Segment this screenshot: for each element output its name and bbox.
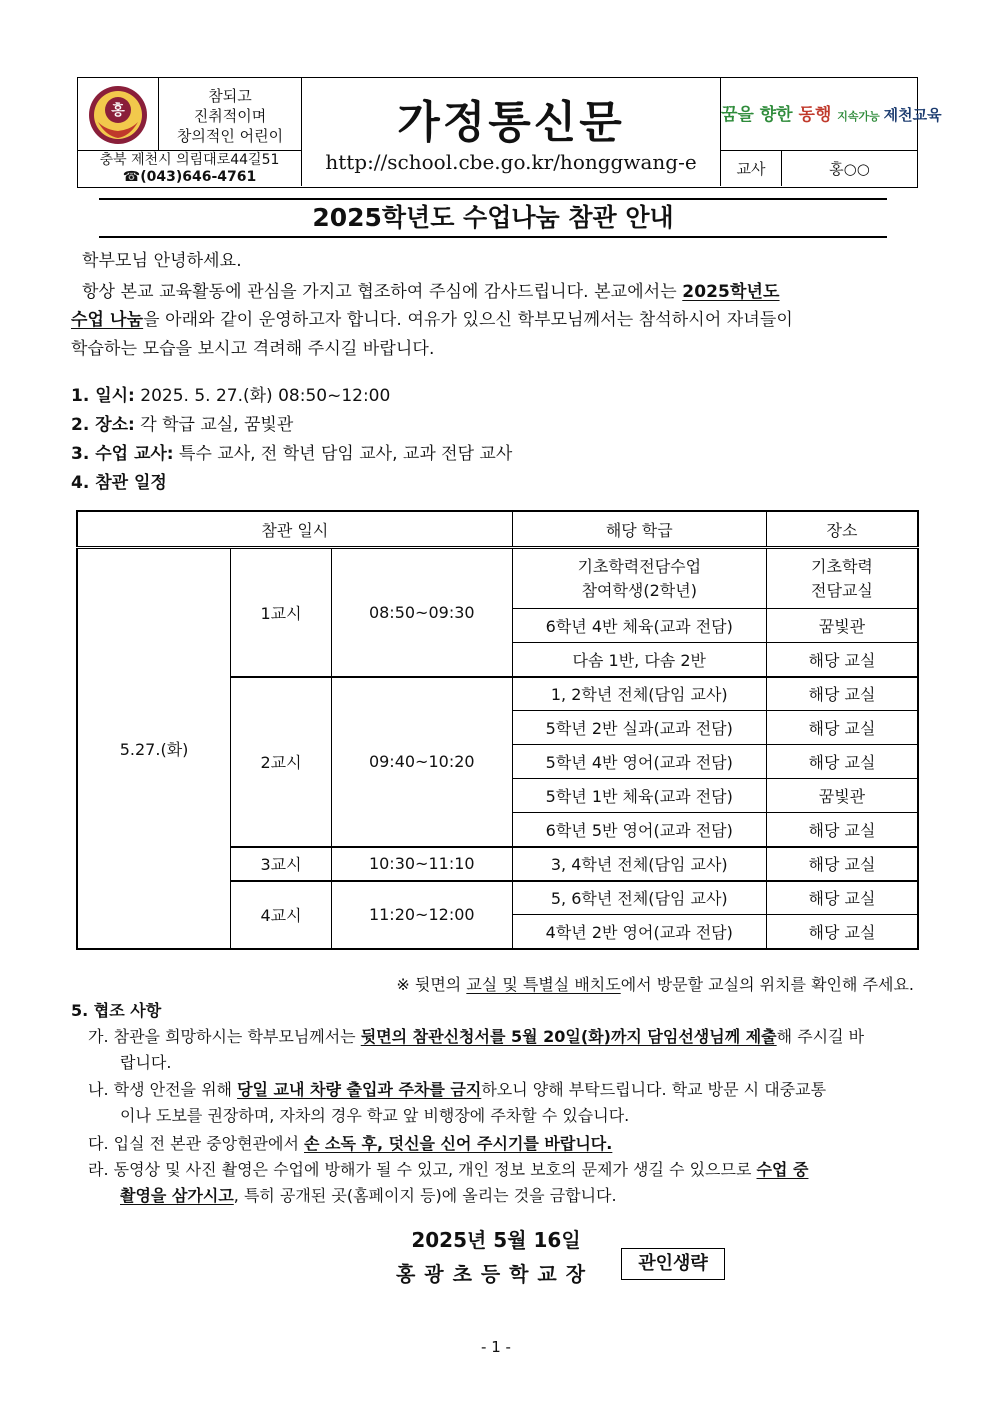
coop-item-na [88, 1077, 920, 1129]
title-rule-bottom [99, 236, 887, 238]
intro-line-3: 학습하는 모습을 보시고 격려해 주시길 바랍니다. [71, 339, 435, 359]
info-value: 각 학급 교실, 꿈빛관 [134, 415, 294, 435]
coop-text: 가. 참관을 희망하시는 학부모님께서는 [88, 1027, 361, 1046]
class-cell: 5학년 1반 체육(교과 전담) [512, 779, 766, 813]
class-cell: 3, 4학년 전체(담임 교사) [512, 847, 766, 881]
place-cell: 해당 교실 [766, 847, 918, 881]
info-value: 2025. 5. 27.(화) 08:50~12:00 [134, 386, 391, 406]
time-cell: 10:30~11:10 [331, 847, 512, 881]
coop-text: 해 주시길 바 [776, 1027, 865, 1046]
table-note [396, 972, 914, 995]
intro-line-1 [82, 277, 780, 308]
column-header: 참관 일시 [77, 511, 512, 548]
class-cell: 6학년 5반 영어(교과 전담) [512, 813, 766, 847]
logo-mark: 홍 [111, 103, 125, 119]
school-address [78, 152, 301, 186]
intro-emphasis: 수업 나눔 [71, 310, 144, 330]
info-label: 3. 수업 교사: [71, 444, 174, 464]
place-cell: 해당 교실 [766, 677, 918, 711]
table-row [77, 548, 918, 609]
coop-emphasis: 당일 교내 차량 출입과 주차를 금지 [237, 1080, 482, 1099]
class-text: 참여학생(2학년) [581, 580, 697, 600]
intro-line-2 [71, 305, 793, 336]
note-text: ※ 뒷면의 [396, 975, 467, 994]
coop-text: 다. 입실 전 본관 중앙현관에서 [88, 1134, 304, 1153]
teacher-name: 홍○○ [829, 160, 870, 178]
document-title: 2025학년도 수업나눔 참관 안내 [312, 203, 674, 232]
place-cell: 해당 교실 [766, 881, 918, 915]
coop-emphasis: 수업 중 [756, 1160, 809, 1179]
class-cell: 1, 2학년 전체(담임 교사) [512, 677, 766, 711]
intro-emphasis: 2025학년도 [682, 282, 780, 302]
class-cell: 5학년 2반 실과(교과 전담) [512, 711, 766, 745]
note-text: 에서 방문할 교실의 위치를 확인해 주세요. [620, 975, 914, 994]
note-emphasis: 교실 및 특별실 배치도 [466, 975, 621, 994]
coop-text: 랍니다. [120, 1053, 172, 1072]
newsletter-title: 가정통신문 [397, 97, 625, 148]
coop-emphasis: 뒷면의 참관신청서를 5월 20일(화)까지 담임선생님께 제출 [360, 1027, 777, 1046]
coop-item-da [88, 1131, 920, 1157]
coop-text: 나. 학생 안전을 위해 [88, 1080, 238, 1099]
time-cell: 08:50~09:30 [331, 548, 512, 677]
period-cell: 1교시 [231, 548, 332, 677]
period-cell: 3교시 [231, 847, 332, 881]
coop-text: , 특히 공개된 곳(홈페이지 등)에 올리는 것을 금합니다. [233, 1186, 617, 1205]
place-cell: 해당 교실 [766, 915, 918, 949]
coop-heading: 5. 협조 사항 [71, 1001, 162, 1020]
coop-text: 라. 동영상 및 사진 촬영은 수업에 방해가 될 수 있고, 개인 정보 보호의 문제가 생길 수 있으므로 [88, 1160, 757, 1179]
column-header: 장소 [766, 511, 918, 548]
info-list [71, 382, 512, 498]
coop-item-ga [88, 1024, 920, 1076]
info-label: 4. 참관 일정 [71, 473, 167, 493]
slogan-part: 꿈을 향한 [721, 105, 799, 125]
principal-name: 홍 광 초 등 학 교 장 [396, 1262, 587, 1286]
date-cell: 5.27.(화) [77, 548, 231, 949]
divider [78, 150, 301, 151]
class-cell [512, 548, 766, 609]
greeting: 학부모님 안녕하세요. [82, 251, 242, 271]
place-cell: 해당 교실 [766, 813, 918, 847]
class-cell: 6학년 4반 체육(교과 전담) [512, 609, 766, 643]
info-item [71, 382, 512, 411]
class-cell: 다솜 1반, 다솜 2반 [512, 643, 766, 677]
info-value: 특수 교사, 전 학년 담임 교사, 교과 전담 교사 [173, 444, 513, 464]
place-cell: 해당 교실 [766, 745, 918, 779]
coop-text: 이나 도보를 권장하며, 자차의 경우 학교 앞 비행장에 주차할 수 있습니다. [120, 1106, 630, 1125]
place-text: 전담교실 [811, 580, 873, 600]
coop-emphasis: 촬영을 삼가시고 [120, 1186, 234, 1205]
place-cell: 해당 교실 [766, 643, 918, 677]
coop-item-ra [88, 1157, 920, 1209]
slogan-part: 지속가능 [837, 110, 884, 123]
coop-text: 하오니 양해 부탁드립니다. 학교 방문 시 대중교통 [481, 1080, 827, 1099]
period-cell: 2교시 [231, 677, 332, 847]
class-text: 기초학력전담수업 [577, 556, 702, 576]
issue-date: 2025년 5월 16일 [411, 1228, 581, 1252]
class-cell: 5, 6학년 전체(담임 교사) [512, 881, 766, 915]
slogan-part: 제천교육 [883, 106, 942, 124]
motto-line: 창의적인 어린이 [176, 127, 284, 145]
class-cell: 4학년 2반 영어(교과 전담) [512, 915, 766, 949]
seal-box: 관인생략 [621, 1248, 725, 1280]
place-cell: 꿈빛관 [766, 779, 918, 813]
info-item [71, 411, 512, 440]
intro-text: 을 아래와 같이 운영하고자 합니다. 여유가 있으신 학부모님께서는 참석하시어 자녀들이 [143, 310, 793, 330]
info-label: 1. 일시: [71, 386, 135, 406]
period-cell: 4교시 [231, 881, 332, 949]
time-cell: 09:40~10:20 [331, 677, 512, 847]
motto-line: 참되고 [208, 87, 252, 105]
place-cell [766, 548, 918, 609]
letterhead [77, 77, 942, 188]
intro-text: 항상 본교 교육활동에 관심을 가지고 협조하여 주심에 감사드립니다. 본교에서는 [82, 282, 683, 302]
place-text: 기초학력 [811, 556, 873, 576]
info-label: 2. 장소: [71, 415, 135, 435]
teacher-label: 교사 [736, 160, 766, 178]
motto-line: 진취적이며 [193, 107, 267, 125]
class-cell: 5학년 4반 영어(교과 전담) [512, 745, 766, 779]
schedule-table [76, 510, 919, 950]
phone-text: ☎(043)646-4761 [122, 169, 257, 185]
slogan-part: 동행 [798, 105, 838, 125]
info-item [71, 440, 512, 469]
place-cell: 꿈빛관 [766, 609, 918, 643]
school-motto [159, 86, 301, 146]
column-header: 해당 학급 [512, 511, 766, 548]
divider [720, 150, 917, 151]
address-text: 충북 제천시 의림대로44길51 [99, 152, 280, 168]
time-cell: 11:20~12:00 [331, 881, 512, 949]
school-logo [86, 84, 150, 146]
slogan [721, 100, 942, 125]
page-number: - 1 - [481, 1338, 511, 1356]
school-url[interactable]: http://school.cbe.go.kr/honggwang-e [325, 150, 697, 174]
info-item [71, 469, 512, 498]
place-cell: 해당 교실 [766, 711, 918, 745]
coop-emphasis: 손 소독 후, 덧신을 신어 주시기를 바랍니다. [304, 1134, 613, 1153]
